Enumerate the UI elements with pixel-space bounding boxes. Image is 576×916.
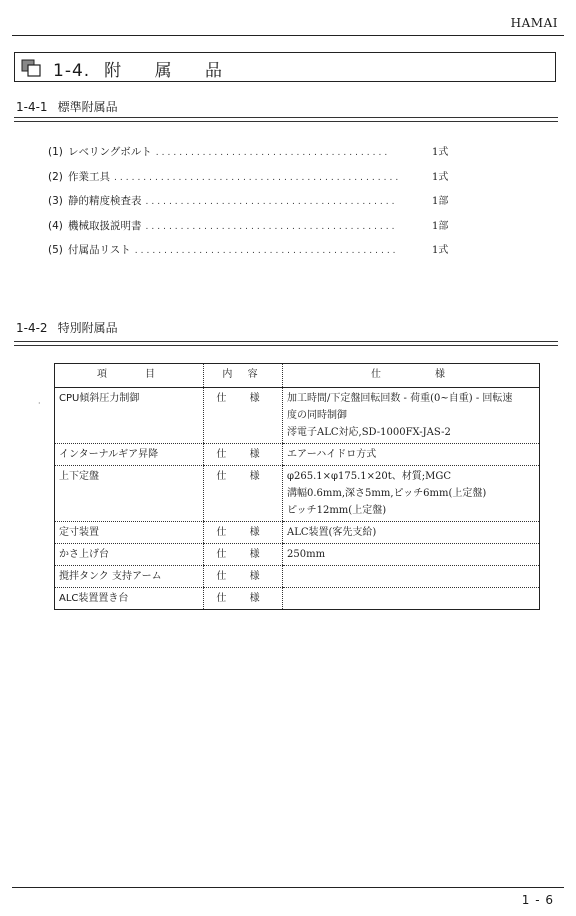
list-item (48, 168, 468, 193)
section-number: 1-4. (53, 61, 91, 81)
item-index: (5) (48, 244, 63, 256)
row-item: かさ上げ台 (55, 544, 204, 566)
margin-mark: · (38, 399, 41, 408)
item-index: (3) (48, 195, 63, 207)
row-kind: 仕 様 (204, 466, 283, 522)
row-kind: 仕 様 (204, 588, 283, 610)
row-item: 撹拌タンク 支持アーム (55, 566, 204, 588)
column-header-item: 項 目 (55, 364, 204, 388)
subsection-number: 1-4-2 (16, 321, 48, 335)
row-item: CPU傾斜圧力制御 (55, 388, 204, 444)
item-label: 作業工具 (68, 170, 110, 183)
spec-line: 250mm (287, 549, 326, 560)
table-row (55, 388, 540, 444)
table-row (55, 444, 540, 466)
list-item (48, 143, 468, 168)
row-kind: 仕 様 (204, 522, 283, 544)
column-header-spec: 仕 様 (283, 364, 540, 388)
item-label: 静的精度検査表 (68, 195, 142, 207)
header-rule (12, 35, 564, 36)
section-squares-icon (21, 59, 41, 77)
item-index: (4) (48, 219, 63, 232)
subsection-rule (14, 341, 558, 346)
row-kind: 仕 様 (204, 388, 283, 444)
subsection-title: 標準附属品 (57, 100, 118, 114)
table-row (55, 544, 540, 566)
item-index: (2) (48, 170, 63, 183)
row-spec (283, 388, 540, 444)
row-spec (283, 466, 540, 522)
spec-line: 溝幅0.6mm,深さ5mm,ピッチ6mm(上定盤) (287, 488, 487, 499)
list-item (48, 192, 468, 217)
spec-line: 度の同時制御 (287, 410, 347, 421)
item-quantity: 1式 (432, 171, 449, 183)
column-header-content: 内 容 (204, 364, 283, 388)
subsection-heading-standard (16, 98, 118, 115)
spec-line: 澪電子ALC対応,SD-1000FX-JAS-2 (287, 427, 451, 438)
item-label: 付属品リスト (68, 244, 131, 256)
item-quantity: 1部 (432, 196, 449, 207)
brand-label: HAMAI (510, 16, 558, 30)
subsection-number: 1-4-1 (16, 100, 48, 114)
page-number: 1 - 6 (521, 893, 554, 907)
row-kind: 仕 様 (204, 544, 283, 566)
item-index: (1) (48, 146, 63, 158)
item-label: レベリングボルト (68, 146, 152, 158)
subsection-rule (14, 117, 558, 122)
leader-dots: ............................................. (134, 246, 399, 256)
item-quantity: 1式 (432, 147, 449, 158)
section-heading (14, 52, 556, 82)
item-quantity: 1式 (432, 245, 449, 256)
row-spec (283, 544, 540, 566)
leader-dots: ........................................... (145, 197, 398, 207)
row-item: インターナルギア昇降 (55, 444, 204, 466)
leader-dots: ................................................. (114, 172, 402, 183)
section-title (53, 56, 236, 81)
table-row (55, 566, 540, 588)
table-row (55, 588, 540, 610)
footer-rule (12, 887, 564, 888)
section-name: 附 属 品 (104, 61, 236, 81)
row-spec (283, 444, 540, 466)
row-spec (283, 566, 540, 588)
row-spec (283, 588, 540, 610)
standard-accessory-list (48, 143, 468, 266)
row-spec (283, 522, 540, 544)
item-quantity: 1部 (432, 220, 449, 232)
table-row (55, 522, 540, 544)
list-item (48, 241, 468, 266)
subsection-title: 特別附属品 (57, 321, 118, 335)
item-label: 機械取扱説明書 (68, 219, 142, 232)
subsection-heading-special (16, 319, 118, 336)
table-header-row (55, 364, 540, 388)
leader-dots: ........................................ (155, 148, 391, 158)
row-kind: 仕 様 (204, 566, 283, 588)
spec-line: エアーハイドロ方式 (287, 449, 377, 460)
row-kind: 仕 様 (204, 444, 283, 466)
list-item (48, 217, 468, 242)
spec-line: 加工時間/下定盤回転回数 - 荷重(0~自重) - 回転速 (287, 393, 513, 404)
row-item: ALC装置置き台 (59, 593, 129, 604)
special-accessory-table (54, 363, 540, 610)
spec-line: φ265.1×φ175.1×20t、材質;MGC (287, 471, 452, 482)
table-row (55, 466, 540, 522)
row-item: 上下定盤 (55, 466, 204, 522)
spec-line: ピッチ12mm(上定盤) (287, 505, 387, 516)
spec-line: ALC装置(客先支給) (287, 527, 377, 538)
leader-dots: ........................................... (145, 221, 398, 232)
row-item: 定寸装置 (55, 522, 204, 544)
